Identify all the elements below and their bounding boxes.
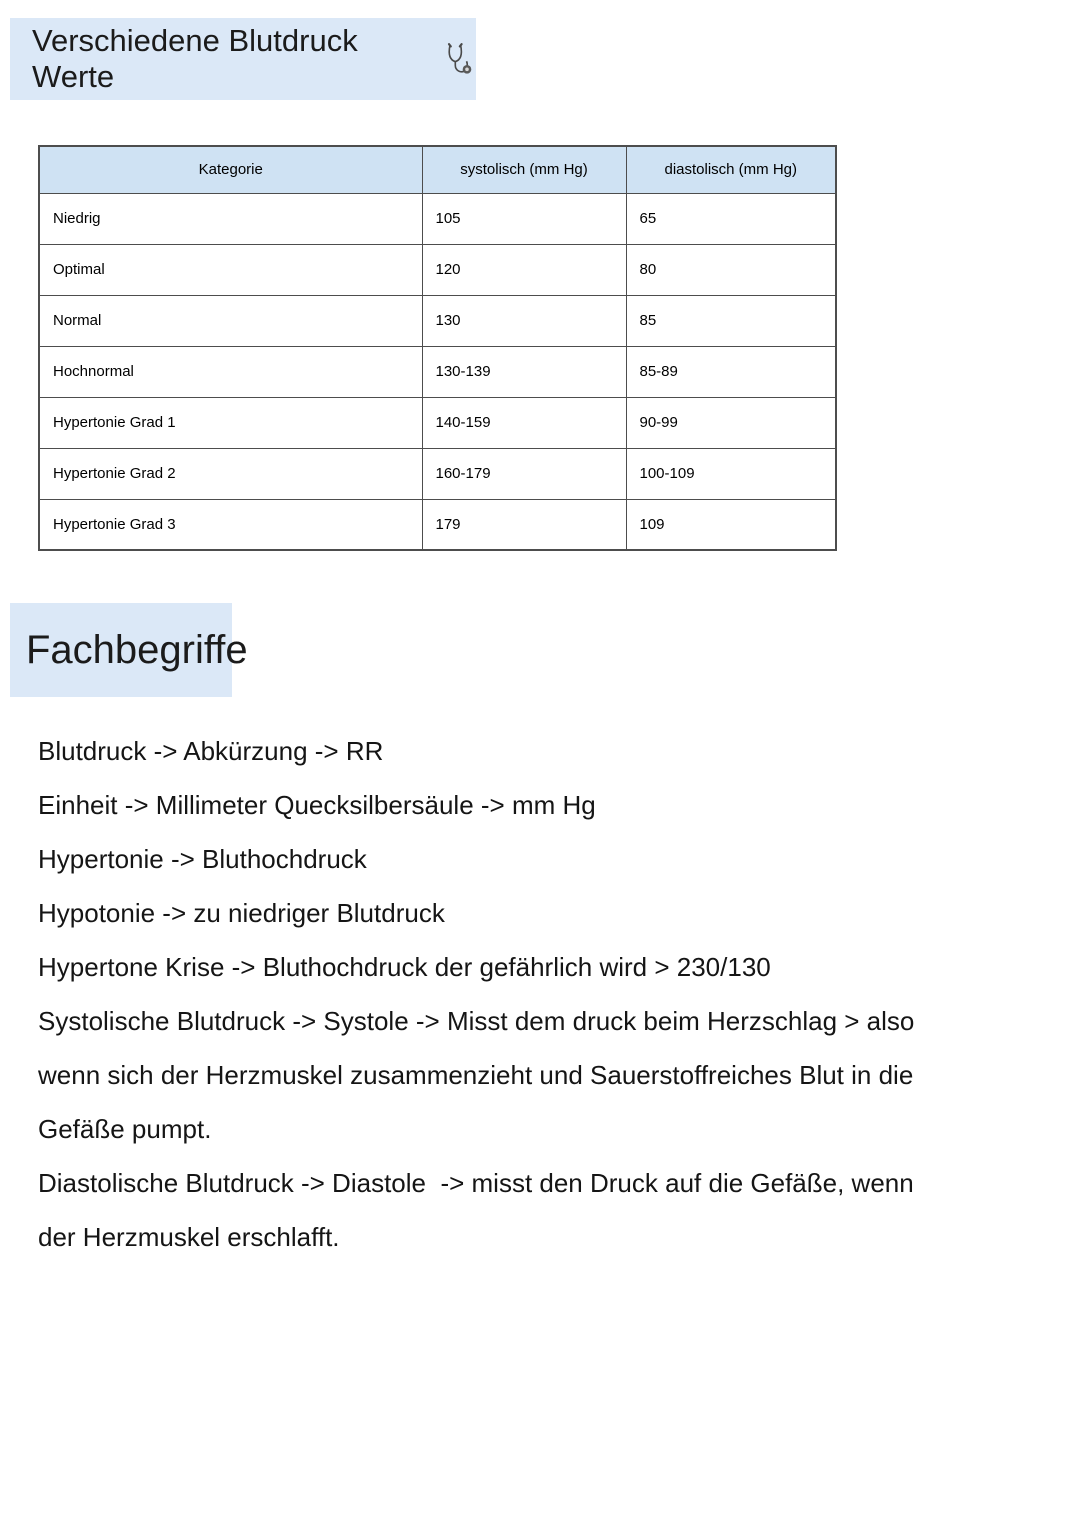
cell-systolisch: 160-179 (422, 448, 626, 499)
cell-systolisch: 130 (422, 295, 626, 346)
cell-kategorie: Hochnormal (39, 346, 422, 397)
cell-kategorie: Optimal (39, 244, 422, 295)
cell-systolisch: 120 (422, 244, 626, 295)
table-row (39, 499, 836, 550)
table-header-row (39, 146, 836, 193)
cell-systolisch: 179 (422, 499, 626, 550)
page-title (10, 18, 476, 100)
cell-diastolisch: 90-99 (626, 397, 836, 448)
cell-kategorie: Hypertonie Grad 2 (39, 448, 422, 499)
cell-diastolisch: 85 (626, 295, 836, 346)
text-line-systolisch-3: Gefäße pumpt. (38, 1114, 212, 1144)
cell-diastolisch: 100-109 (626, 448, 836, 499)
column-header-systolisch: systolisch (mm Hg) (422, 146, 626, 193)
cell-kategorie: Hypertonie Grad 3 (39, 499, 422, 550)
table-row (39, 448, 836, 499)
cell-systolisch: 130-139 (422, 346, 626, 397)
text-line-einheit: Einheit -> Millimeter Quecksilbersäule -> mm Hg (38, 790, 596, 820)
table-row (39, 397, 836, 448)
text-line-systolisch-1: Systolische Blutdruck -> Systole -> Misst dem druck beim Herzschlag > also (38, 1006, 915, 1036)
cell-diastolisch: 85-89 (626, 346, 836, 397)
cell-diastolisch: 65 (626, 193, 836, 244)
stethoscope-icon (440, 41, 476, 77)
column-header-diastolisch: diastolisch (mm Hg) (626, 146, 836, 193)
cell-kategorie: Niedrig (39, 193, 422, 244)
table-row (39, 193, 836, 244)
text-line-diastolisch-1: Diastolische Blutdruck -> Diastole -> misst den Druck auf die Gefäße, wenn (38, 1168, 914, 1198)
page-title-text: Verschiedene Blutdruck Werte (32, 23, 358, 94)
table-row (39, 244, 836, 295)
cell-diastolisch: 80 (626, 244, 836, 295)
text-line-diastolisch-2: der Herzmuskel erschlafft. (38, 1222, 340, 1252)
cell-diastolisch: 109 (626, 499, 836, 550)
section-heading: Fachbegriffe (10, 603, 232, 697)
cell-systolisch: 140-159 (422, 397, 626, 448)
table-row (39, 346, 836, 397)
cell-systolisch: 105 (422, 193, 626, 244)
text-line-hypertonie: Hypertonie -> Bluthochdruck (38, 844, 367, 874)
text-line-hypotonie: Hypotonie -> zu niedriger Blutdruck (38, 898, 445, 928)
blood-pressure-table (38, 145, 837, 551)
column-header-kategorie: Kategorie (39, 146, 422, 193)
cell-kategorie: Hypertonie Grad 1 (39, 397, 422, 448)
cell-kategorie: Normal (39, 295, 422, 346)
text-line-hypertone-krise: Hypertone Krise -> Bluthochdruck der gefährlich wird > 230/130 (38, 952, 771, 982)
text-line-blutdruck: Blutdruck -> Abkürzung -> RR (38, 736, 384, 766)
text-line-systolisch-2: wenn sich der Herzmuskel zusammenzieht und Sauerstoffreiches Blut in die (38, 1060, 914, 1090)
table-row (39, 295, 836, 346)
definitions-text (38, 724, 1072, 1264)
